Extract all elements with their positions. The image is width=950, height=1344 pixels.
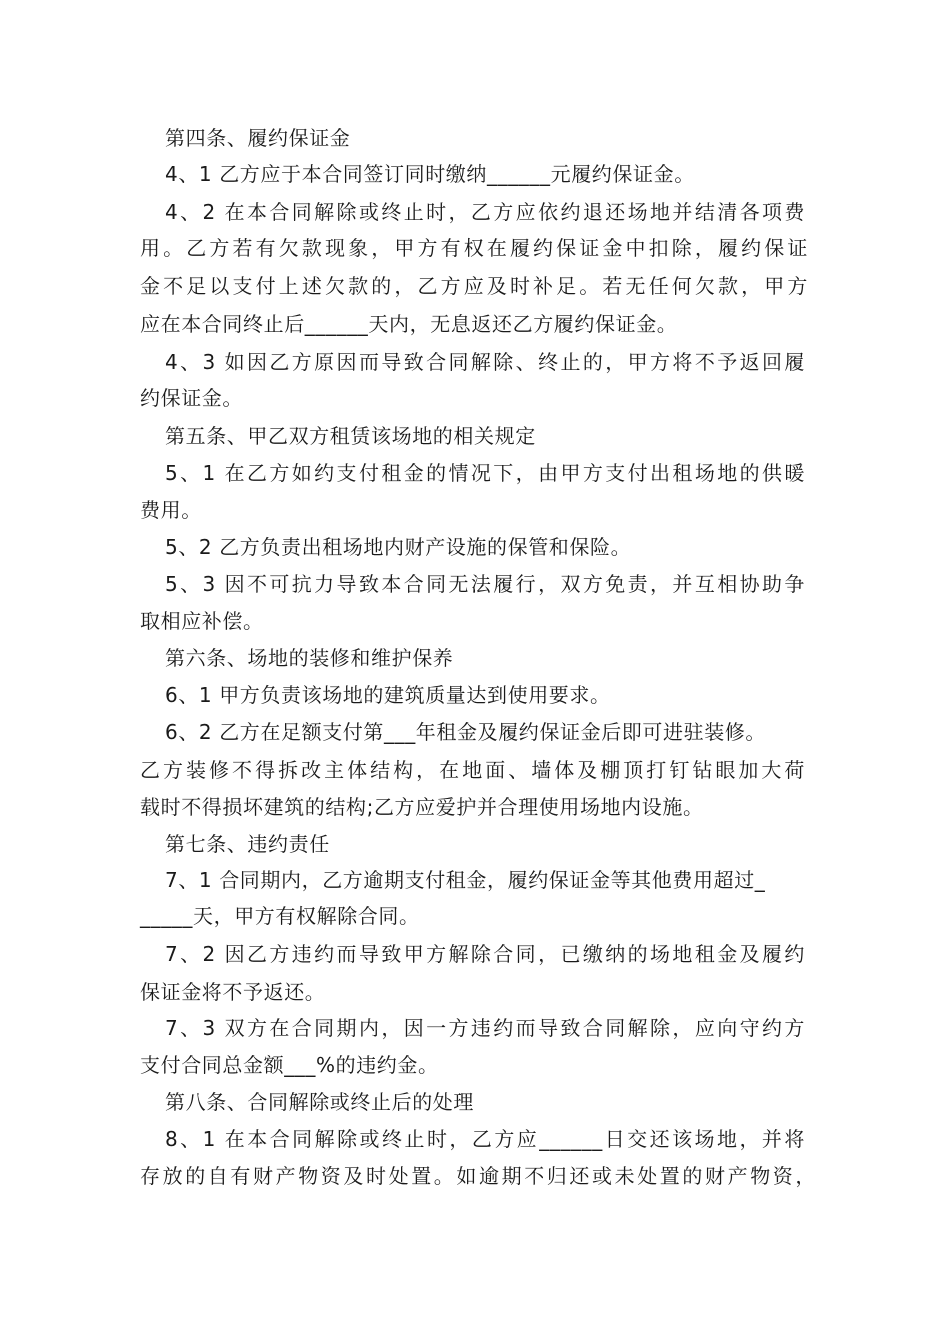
- clause-4-2-line-4: 应在本合同终止后______天内，无息返还乙方履约保证金。: [140, 312, 678, 336]
- clause-5-3-line-1: 5、3 因不可抗力导致本合同无法履行，双方免责，并互相协助争: [165, 572, 805, 596]
- clause-5-3-line-2: 取相应补偿。: [140, 609, 264, 633]
- clause-8-1-line-2: 存放的自有财产物资及时处置。如逾期不归还或未处置的财产物资，: [140, 1164, 816, 1188]
- clause-4-2-line-3: 金不足以支付上述欠款的，乙方应及时补足。若无任何欠款，甲方: [140, 274, 808, 298]
- clause-6-2-line-1: 6、2 乙方在足额支付第___年租金及履约保证金后即可进驻装修。: [165, 720, 767, 744]
- clause-7-1-line-2: _____天，甲方有权解除合同。: [140, 904, 420, 928]
- clause-6-1: 6、1 甲方负责该场地的建筑质量达到使用要求。: [165, 683, 611, 707]
- clause-7-2-line-2: 保证金将不予返还。: [140, 980, 326, 1004]
- clause-7-1-line-1: 7、1 合同期内，乙方逾期支付租金，履约保证金等其他费用超过_: [165, 868, 766, 892]
- clause-4-3-line-1: 4、3 如因乙方原因而导致合同解除、终止的，甲方将不予返回履: [165, 350, 805, 374]
- clause-7-3-line-2: 支付合同总金额___%的违约金。: [140, 1053, 439, 1077]
- article-4-heading: 第四条、履约保证金: [165, 126, 351, 150]
- clause-5-1-line-2: 费用。: [140, 498, 202, 522]
- clause-8-1-line-1: 8、1 在本合同解除或终止时，乙方应______日交还该场地，并将: [165, 1127, 805, 1151]
- article-8-heading: 第八条、合同解除或终止后的处理: [165, 1090, 474, 1114]
- clause-6-2-line-2: 乙方装修不得拆改主体结构，在地面、墙体及棚顶打钉钻眼加大荷: [140, 758, 805, 782]
- article-6-heading: 第六条、场地的装修和维护保养: [165, 646, 454, 670]
- article-7-heading: 第七条、违约责任: [165, 832, 330, 856]
- clause-7-3-line-1: 7、3 双方在合同期内，因一方违约而导致合同解除，应向守约方: [165, 1016, 805, 1040]
- clause-4-1: 4、1 乙方应于本合同签订同时缴纳______元履约保证金。: [165, 162, 695, 186]
- clause-4-2-line-2: 用。乙方若有欠款现象，甲方有权在履约保证金中扣除，履约保证: [140, 236, 808, 260]
- clause-6-2-line-3: 载时不得损坏建筑的结构;乙方应爱护并合理使用场地内设施。: [140, 795, 704, 819]
- clause-5-1-line-1: 5、1 在乙方如约支付租金的情况下，由甲方支付出租场地的供暖: [165, 461, 805, 485]
- clause-5-2: 5、2 乙方负责出租场地内财产设施的保管和保险。: [165, 535, 632, 559]
- clause-4-3-line-2: 约保证金。: [140, 386, 243, 410]
- clause-7-2-line-1: 7、2 因乙方违约而导致甲方解除合同，已缴纳的场地租金及履约: [165, 942, 805, 966]
- article-5-heading: 第五条、甲乙双方租赁该场地的相关规定: [165, 424, 536, 448]
- clause-4-2-line-1: 4、2 在本合同解除或终止时，乙方应依约退还场地并结清各项费: [165, 200, 805, 224]
